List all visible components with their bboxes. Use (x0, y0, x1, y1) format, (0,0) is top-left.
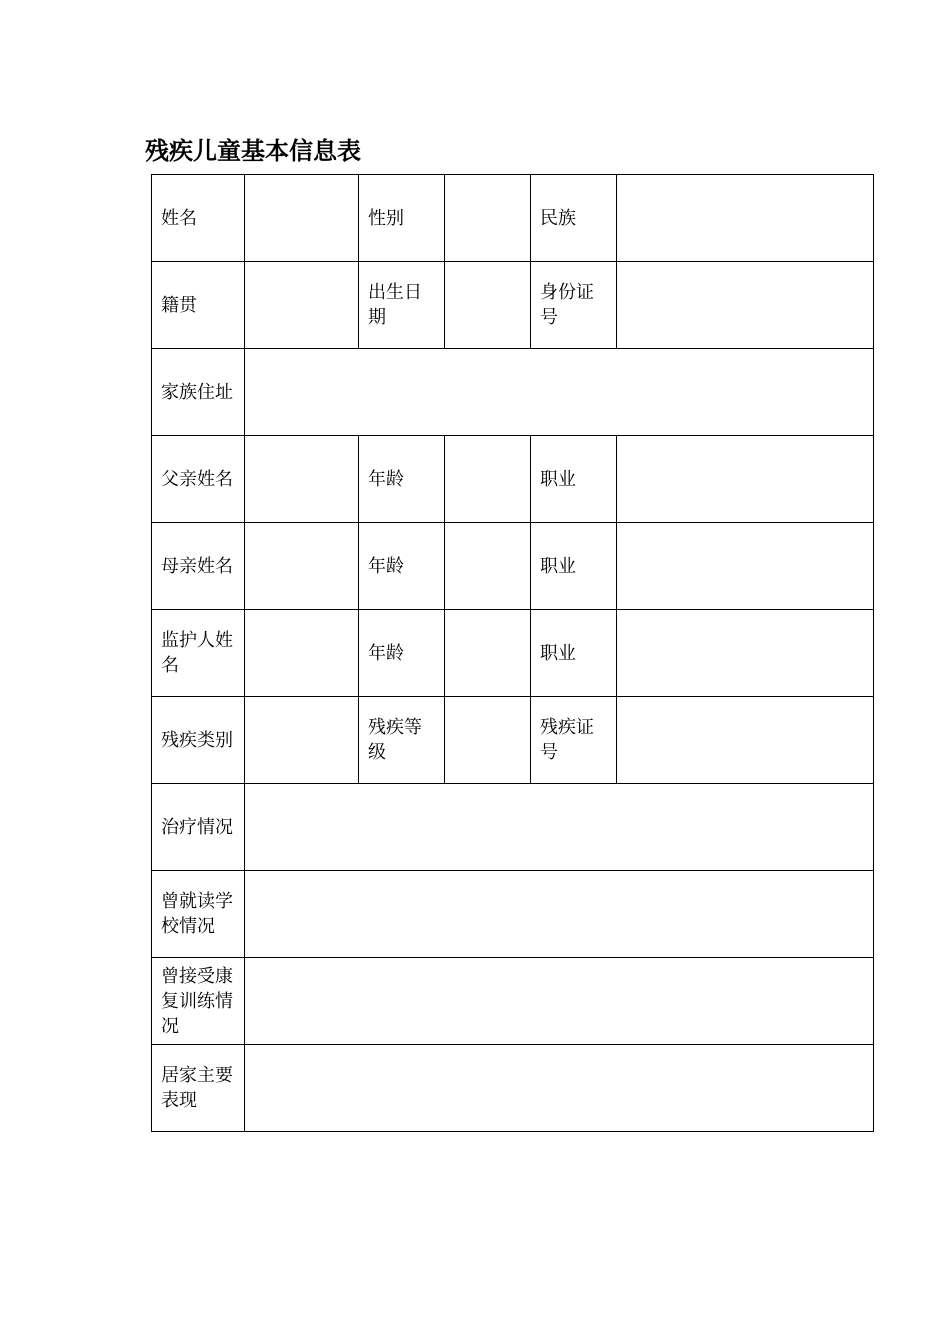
table-row (152, 523, 874, 610)
guardian-name-field[interactable] (245, 610, 359, 697)
disability-type-field[interactable] (245, 697, 359, 784)
id-number-field[interactable] (617, 262, 874, 349)
table-row (152, 697, 874, 784)
address-label: 家族住址 (152, 349, 245, 436)
page-title: 残疾儿童基本信息表 (145, 137, 361, 165)
guardian-name-label: 监护人姓名 (152, 610, 245, 697)
birthdate-label: 出生日期 (359, 262, 445, 349)
table-row (152, 1045, 874, 1132)
disability-type-label: 残疾类别 (152, 697, 245, 784)
school-label: 曾就读学校情况 (152, 871, 245, 958)
disability-level-label: 残疾等级 (359, 697, 445, 784)
mother-name-label: 母亲姓名 (152, 523, 245, 610)
guardian-occupation-field[interactable] (617, 610, 874, 697)
mother-age-label: 年龄 (359, 523, 445, 610)
mother-age-field[interactable] (445, 523, 531, 610)
father-name-field[interactable] (245, 436, 359, 523)
father-age-label: 年龄 (359, 436, 445, 523)
table-row (152, 871, 874, 958)
gender-label: 性别 (359, 175, 445, 262)
treatment-label: 治疗情况 (152, 784, 245, 871)
father-age-field[interactable] (445, 436, 531, 523)
table-row (152, 175, 874, 262)
name-label: 姓名 (152, 175, 245, 262)
mother-occupation-label: 职业 (531, 523, 617, 610)
birthdate-field[interactable] (445, 262, 531, 349)
guardian-age-field[interactable] (445, 610, 531, 697)
info-table (151, 174, 874, 1132)
father-name-label: 父亲姓名 (152, 436, 245, 523)
table-row (152, 262, 874, 349)
rehab-field[interactable] (245, 958, 874, 1045)
table-row (152, 958, 874, 1045)
disability-cert-label: 残疾证号 (531, 697, 617, 784)
table-row (152, 436, 874, 523)
table-row (152, 784, 874, 871)
ethnicity-field[interactable] (617, 175, 874, 262)
ethnicity-label: 民族 (531, 175, 617, 262)
name-field[interactable] (245, 175, 359, 262)
mother-occupation-field[interactable] (617, 523, 874, 610)
disability-cert-field[interactable] (617, 697, 874, 784)
home-field[interactable] (245, 1045, 874, 1132)
disability-level-field[interactable] (445, 697, 531, 784)
address-field[interactable] (245, 349, 874, 436)
father-occupation-label: 职业 (531, 436, 617, 523)
father-occupation-field[interactable] (617, 436, 874, 523)
gender-field[interactable] (445, 175, 531, 262)
treatment-field[interactable] (245, 784, 874, 871)
guardian-age-label: 年龄 (359, 610, 445, 697)
home-label: 居家主要表现 (152, 1045, 245, 1132)
guardian-occupation-label: 职业 (531, 610, 617, 697)
table-row (152, 349, 874, 436)
origin-label: 籍贯 (152, 262, 245, 349)
school-field[interactable] (245, 871, 874, 958)
origin-field[interactable] (245, 262, 359, 349)
mother-name-field[interactable] (245, 523, 359, 610)
table-row (152, 610, 874, 697)
id-number-label: 身份证号 (531, 262, 617, 349)
rehab-label: 曾接受康复训练情况 (152, 958, 245, 1045)
